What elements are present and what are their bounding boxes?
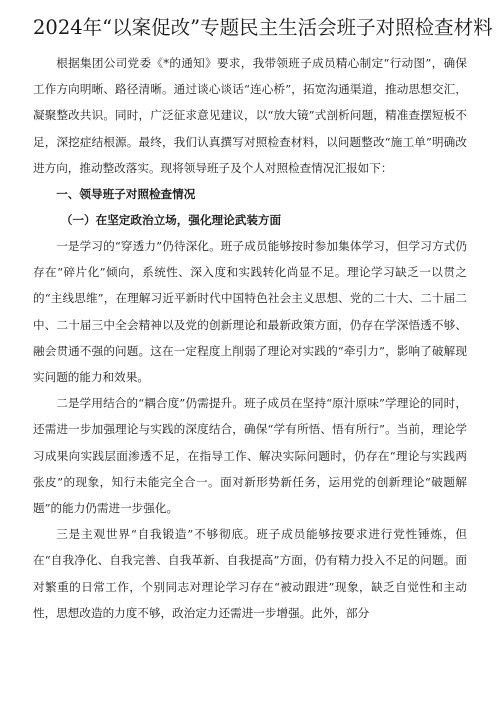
section-heading: 一、领导班子对照检查情况 [56, 187, 196, 202]
document-title: 2024年“以案促改”专题民主生活会班子对照检查材料 [33, 16, 493, 39]
body-paragraph-3: 三是主观世界“自我锻造”不够彻底。班子成员能够按要求进行党性锤炼，但在“自我净化、自我完善、自我革新、自我提高”方面，仍有精力投入不足的问题。面对繁重的日常工作，个别同志对理论学习存在“被动跟进”现象，缺乏自觉性和主动性，思想改造的力度不够，政治定力还需进一步增强。此外，部分 [33, 527, 467, 620]
body-paragraph-2: 二是学用结合的“耦合度”仍需提升。班子成员在坚持“原汁原味”学理论的同时，还需进一步加强理论与实践的深度结合，确保“学有所悟、悟有所行”。当前，理论学习成果向实践层面渗透不足，在指导工作、解决实际问题时，仍存在“理论与实践两张皮”的现象，知行未能完全合一。面对新形势新任务，运用党的创新理论“破题解题”的能力仍需进一步强化。 [33, 396, 467, 516]
body-paragraph-1: 一是学习的“穿透力”仍待深化。班子成员能够按时参加集体学习，但学习方式仍存在“碎片化”倾向，系统性、深入度和实践转化尚显不足。理论学习缺乏一以贯之的“主线思维”，在理解习近平新时代中国特色社会主义思想、党的二十大、二十届二中、二十届三中全会精神以及党的创新理论和最新政策方面，仍存在学深悟透不够、融会贯通不强的问题。这在一定程度上削弱了理论对实践的“牵引力”，影响了破解现实问题的能力和效果。 [33, 239, 467, 385]
subsection-heading: （一）在坚定政治立场，强化理论武装方面 [60, 213, 282, 228]
intro-paragraph: 根据集团公司党委《*的通知》要求，我带领班子成员精心制定“行动图”，确保工作方向明晰、路径清晰。通过谈心谈话“连心桥”，拓宽沟通渠道，推动思想交汇，凝聚整改共识。同时，广泛征求意见建议，以“放大镜”式剖析问题，精准查摆短板不足，深挖症结根源。最终，我们认真撰写对照检查材料，以问题整改“施工单”明确改进方向，推动整改落实。现将领导班子及个人对照检查情况汇报如下： [33, 56, 467, 175]
